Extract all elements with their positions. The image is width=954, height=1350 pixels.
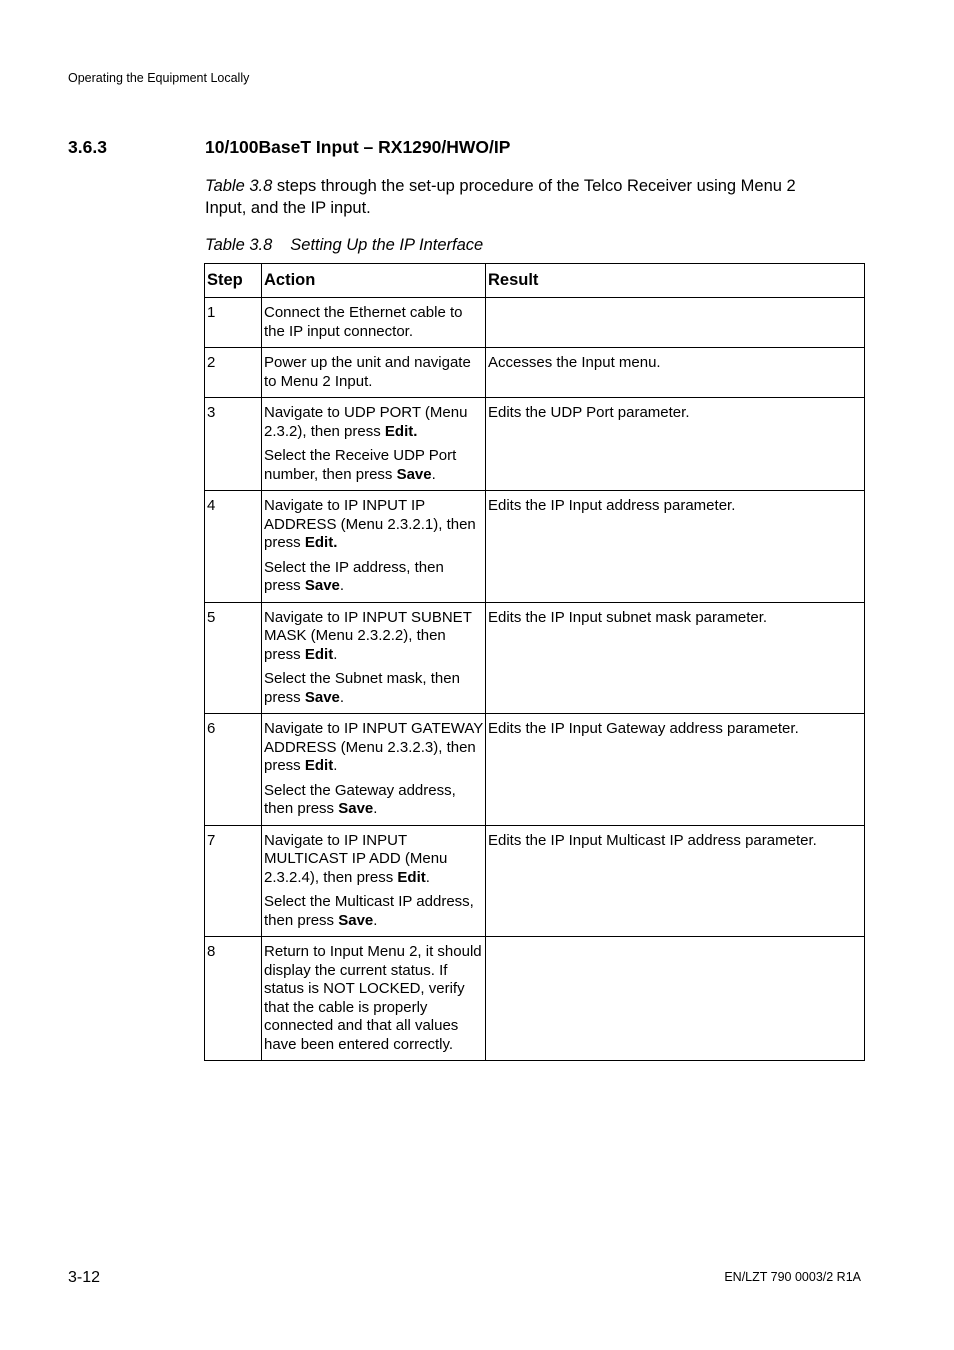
action-paragraph: [264, 943, 483, 1054]
action-paragraph: [264, 404, 483, 441]
action-text: Navigate to UDP PORT (Menu 2.3.2), then press: [264, 404, 468, 440]
action-text: Power up the unit and navigate to Menu 2 Input.: [264, 354, 471, 390]
action-paragraph: [264, 893, 483, 930]
step-cell: 8: [205, 937, 262, 1061]
caption-title: Setting Up the IP Interface: [290, 236, 484, 254]
action-cell: [262, 348, 486, 398]
action-text: .: [333, 645, 338, 663]
action-text: .: [431, 465, 436, 483]
action-paragraph: [264, 304, 483, 341]
action-text: Navigate to IP INPUT GATEWAY ADDRESS (Menu 2.3.2.3), then press: [264, 720, 483, 774]
action-text: Select the Gateway address, then press: [264, 781, 456, 817]
intro-paragraph: [205, 176, 825, 219]
action-text: .: [339, 577, 345, 594]
action-keyword: Edit: [304, 757, 334, 774]
action-text: .: [373, 911, 378, 929]
action-keyword: Edit.: [384, 422, 418, 440]
step-cell: 7: [205, 825, 262, 937]
table-row: [205, 348, 865, 398]
table-caption: [205, 236, 483, 255]
action-cell: [262, 602, 486, 714]
action-keyword: Save: [396, 465, 432, 483]
action-text: Navigate to IP INPUT IP ADDRESS (Menu 2.3.2.1), then press: [264, 497, 476, 551]
action-text: .: [425, 868, 430, 886]
intro-table-ref: Table 3.8: [205, 177, 273, 195]
result-cell: Edits the IP Input Gateway address parameter.: [486, 714, 865, 826]
action-text: Navigate to IP INPUT MULTICAST IP ADD (Menu 2.3.2.4), then press: [264, 831, 448, 886]
action-paragraph: [264, 720, 483, 776]
table-row: [205, 714, 865, 826]
page-number: 3-12: [68, 1269, 101, 1286]
action-text: Select the Subnet mask, then press: [264, 670, 460, 706]
action-text: .: [373, 800, 378, 817]
action-keyword: Save: [338, 911, 374, 929]
column-header-step: Step: [205, 264, 262, 298]
action-text: Select the IP address, then press: [264, 558, 444, 594]
intro-text: steps through the set-up procedure of the Telco Receiver using Menu 2 Input, and the IP input.: [205, 177, 796, 217]
action-paragraph: [264, 447, 483, 484]
step-cell: 2: [205, 348, 262, 398]
action-text: Select the Multicast IP address, then press: [264, 893, 474, 929]
action-paragraph: [264, 609, 483, 665]
result-cell: [486, 298, 865, 348]
step-cell: 4: [205, 491, 262, 603]
action-text: Navigate to IP INPUT SUBNET MASK (Menu 2.3.2.2), then press: [264, 608, 472, 663]
running-header: Operating the Equipment Locally: [68, 71, 250, 85]
action-keyword: Edit: [397, 868, 426, 886]
step-cell: 1: [205, 298, 262, 348]
table-header-row: [205, 264, 865, 298]
action-text: .: [333, 757, 338, 774]
table-row: [205, 602, 865, 714]
action-cell: [262, 491, 486, 603]
table-row: [205, 937, 865, 1061]
action-keyword: Save: [338, 800, 374, 817]
document-id: EN/LZT 790 0003/2 R1A: [724, 1270, 861, 1284]
step-cell: 3: [205, 398, 262, 491]
action-keyword: Edit: [304, 645, 334, 663]
table-row: [205, 825, 865, 937]
table-row: [205, 298, 865, 348]
action-cell: [262, 937, 486, 1061]
result-cell: Edits the UDP Port parameter.: [486, 398, 865, 491]
action-cell: [262, 714, 486, 826]
result-cell: Edits the IP Input subnet mask parameter.: [486, 602, 865, 714]
table-row: [205, 398, 865, 491]
action-paragraph: [264, 782, 483, 819]
action-cell: [262, 398, 486, 491]
action-keyword: Save: [304, 688, 340, 706]
table-row: [205, 491, 865, 603]
action-text: Select the Receive UDP Port number, then press: [264, 447, 457, 483]
action-keyword: Edit.: [304, 534, 338, 551]
result-cell: [486, 937, 865, 1061]
action-paragraph: [264, 559, 483, 596]
step-cell: 5: [205, 602, 262, 714]
action-paragraph: [264, 832, 483, 888]
section-number: 3.6.3: [68, 137, 107, 157]
action-text: Connect the Ethernet cable to the IP input connector.: [264, 304, 463, 340]
result-cell: Edits the IP Input Multicast IP address parameter.: [486, 825, 865, 937]
result-cell: Edits the IP Input address parameter.: [486, 491, 865, 603]
action-cell: [262, 298, 486, 348]
section-title: 10/100BaseT Input – RX1290/HWO/IP: [205, 137, 511, 157]
column-header-result: Result: [486, 264, 865, 298]
setup-table: [204, 263, 865, 1061]
action-keyword: Save: [304, 577, 340, 594]
action-paragraph: [264, 497, 483, 553]
action-paragraph: [264, 354, 483, 391]
column-header-action: Action: [262, 264, 486, 298]
caption-label: Table 3.8: [205, 236, 273, 254]
action-text: Return to Input Menu 2, it should display the current status. If status is NOT LOCKED, verify that the cable is properly connected and that all values have been entered correctly.: [264, 943, 482, 1053]
step-cell: 6: [205, 714, 262, 826]
action-cell: [262, 825, 486, 937]
result-cell: Accesses the Input menu.: [486, 348, 865, 398]
action-text: .: [339, 688, 345, 706]
action-paragraph: [264, 670, 483, 707]
